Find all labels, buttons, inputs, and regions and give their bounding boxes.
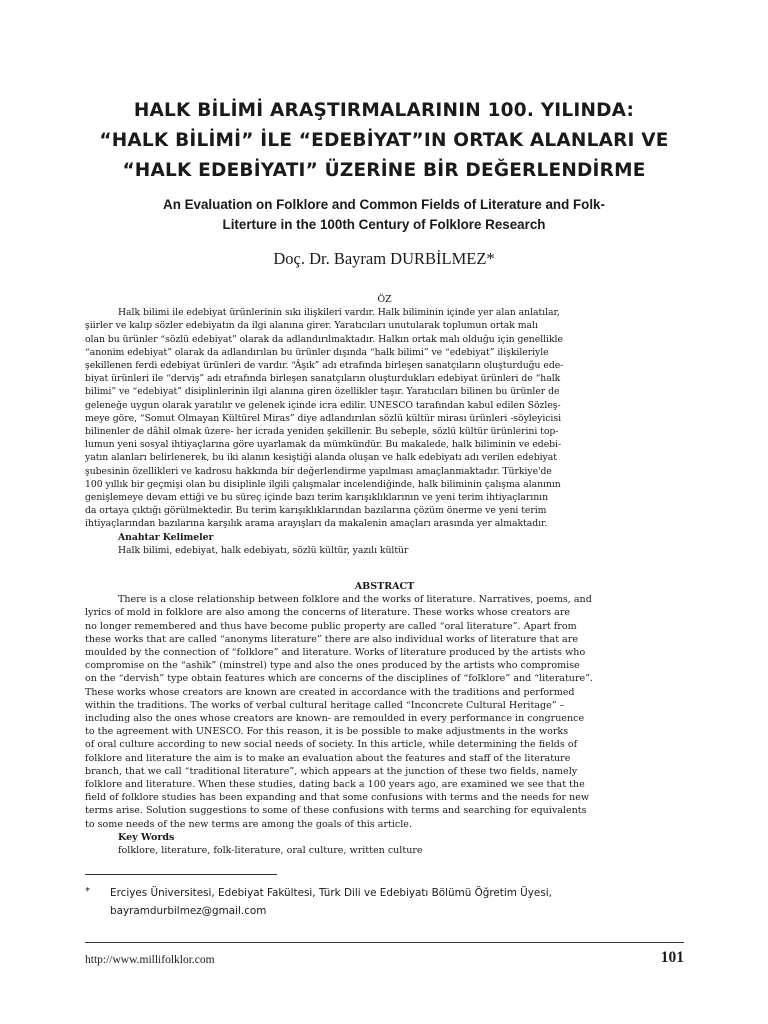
abstract-line: branch, that we call “traditional literature”, which appears at the junction of these two fields, namely xyxy=(85,765,578,777)
oz-line: şekillenen ferdi edebiyat ürünleri de vardır. “Âşık” adı etrafında birleşen sanatçıların oluşturduğu ede- xyxy=(85,360,564,372)
title-line: “HALK EDEBİYATI” ÜZERİNE BİR DEĞERLENDİRME xyxy=(122,160,646,181)
abstract-line: folklore and literature. When these studies, dating back a 100 years ago, are examined we see that the xyxy=(85,779,585,791)
oz-line: yatın alanları belirlenerek, bu iki alanın kesiştiği alanda oluşan ve halk edebiyatı adı verilen edebiyat xyxy=(85,452,557,464)
abstract-line: to the agreement with UNESCO. For this reason, it is be possible to make adjustments in the works xyxy=(85,726,569,738)
english-title xyxy=(80,195,688,235)
journal-url[interactable]: http://www.millifolklor.com xyxy=(85,954,215,966)
oz-line: şubesinin özellikleri ve kadrosu hakkında bir değerlendirme yapılması amaçlanmaktadır. Türkiye'de xyxy=(85,465,552,477)
abstract-line: on the “dervish” type obtain features which are concerns of the disciplines of “folklore” and “literature”. xyxy=(85,673,594,685)
abstract-line: There is a close relationship between folklore and the works of literature. Narratives, poems, and xyxy=(118,594,592,606)
oz-keywords-label: Anahtar Kelimeler xyxy=(118,531,214,543)
oz-line: şiirler ve kalıp sözler edebiyatın da ilgi alanına girer. Yaratıcıları unutularak toplumun ortak malı xyxy=(85,320,538,332)
oz-heading: ÖZ xyxy=(377,294,392,305)
footnote-affiliation: Erciyes Üniversitesi, Edebiyat Fakültesi, Türk Dili ve Edebiyatı Bölümü Öğretim Üyesi, xyxy=(110,887,552,899)
title-line: HALK BİLİMİ ARAŞTIRMALARININ 100. YILINDA: xyxy=(133,100,635,121)
abstract-line: folklore and literature the aim is to make an evaluation about the features and staff of the literature xyxy=(85,752,571,764)
english-title-line: An Evaluation on Folklore and Common Fields of Literature and Folk- xyxy=(163,197,605,212)
abstract-line: of oral culture according to new social needs of society. In this article, while determining the fields of xyxy=(85,739,578,751)
oz-line: geleneğe uygun olarak yaratılır ve gelenek içinde icra edilir. UNESCO tarafından kabul edilen Sözleş- xyxy=(85,399,561,411)
abstract-line: compromise on the “ashik” (minstrel) type and also the ones produced by the artists who compromise xyxy=(85,660,580,672)
author-name: Doç. Dr. Bayram DURBİLMEZ* xyxy=(273,249,495,268)
abstract-keywords-label: Key Words xyxy=(118,831,175,843)
oz-line: bilinenler de dâhil olmak üzere- her icrada yeniden şekillenir. Bu sebeple, sözlü kültür ürünlerini top- xyxy=(85,426,559,438)
abstract-line: These works whose creators are known are created in accordance with the traditions and performed xyxy=(85,686,575,698)
abstract-line: field of folklore studies has been expanding and that some confusions with terms and the needs for new xyxy=(85,792,590,804)
title-line: “HALK BİLİMİ” İLE “EDEBİYAT”IN ORTAK ALANLARI VE xyxy=(99,130,669,151)
oz-line: da ortaya çıktığı görülmektedir. Bu terim karışıklıklarından bazılarına çözüm önerme ve yeni terim xyxy=(85,505,547,517)
english-abstract xyxy=(85,580,684,857)
footer-divider xyxy=(85,942,684,943)
footnote-marker: * xyxy=(85,886,90,897)
footnote-divider xyxy=(85,874,277,875)
footnote-email[interactable]: bayramdurbilmez@gmail.com xyxy=(110,905,267,917)
abstract-line: moulded by the connection of “folklore” and literature. Works of literature produced by the artists who xyxy=(85,647,586,659)
oz-line: biyat ürünleri ile “derviş” adı etrafında birleşen sanatçıların oluşturdukları edebiyat ürünleri de “halk xyxy=(85,373,561,385)
abstract-line: including also the ones whose creators are known- are remoulded in every performance in congruence xyxy=(85,713,585,725)
abstract-line: lyrics of mold in folklore are also among the concerns of literature. These works whose creators are xyxy=(85,607,571,619)
oz-line: bilimi” ve “edebiyat” disiplinlerinin ilgi alanına giren özellikler taşır. Yaratıcıları bilinen bu ürünler de xyxy=(85,386,560,398)
english-title-line: Literture in the 100th Century of Folklore Research xyxy=(222,217,546,232)
abstract-line: no longer remembered and thus have become public property are called “oral literature”. Apart from xyxy=(85,620,577,632)
abstract-line: within the traditions. The works of verbal cultural heritage called “Inconcrete Cultural Heritage” – xyxy=(85,699,565,711)
oz-line: Halk bilimi ile edebiyat ürünlerinin sıkı ilişkileri vardır. Halk biliminin içinde yer alan anlatılar, xyxy=(118,307,560,319)
oz-line: meye göre, “Somut Olmayan Kültürel Miras” diye adlandırılan sözlü kültür mirası ürünleri -söyleyicisi xyxy=(85,412,561,424)
abstract-heading: ABSTRACT xyxy=(354,581,415,592)
oz-line: lumun yeni sosyal ihtiyaçlarına göre uyarlamak da mümkündür. Bu makalede, halk biliminin ve edebi- xyxy=(85,439,562,451)
paper-title xyxy=(80,96,688,186)
abstract-line: terms arise. Solution suggestions to some of these confusions with terms and searching for equivalents xyxy=(85,805,587,817)
oz-line: olan bu ürünler “sözlü edebiyat” olarak da adlandırılmaktadır. Halkın ortak malı olduğu için genellikle xyxy=(85,333,563,345)
abstract-keywords: folklore, literature, folk-literature, oral culture, written culture xyxy=(118,845,423,857)
oz-line: genişlemeye devam ettiği ve bu süreç içinde bazı terim karışıklıklarının ve yeni terim ihtiyaçlarının xyxy=(85,492,549,504)
page-number: 101 xyxy=(660,949,684,966)
abstract-line: these works that are called “anonyms literature” there are also individual works of literature that are xyxy=(85,633,578,645)
oz-line: ihtiyaçlarından bazılarına karşılık arama arayışları da makalenin amaçları arasında yer almaktadır. xyxy=(85,518,548,530)
abstract-line: to some needs of the new terms are among the goals of this article. xyxy=(85,818,412,830)
oz-line: “anonim edebiyat” olarak da adlandırılan bu ürünler dışında “halk bilimi” ve “edebiyat” ilişkileriyle xyxy=(85,346,549,358)
oz-keywords: Halk bilimi, edebiyat, halk edebiyatı, sözlü kültür, yazılı kültür xyxy=(118,544,409,556)
turkish-abstract xyxy=(85,293,684,557)
oz-line: 100 yıllık bir geçmişi olan bu disiplinle ilgili çalışmalar incelendiğinde, halk biliminin çalışma alanının xyxy=(85,478,561,490)
